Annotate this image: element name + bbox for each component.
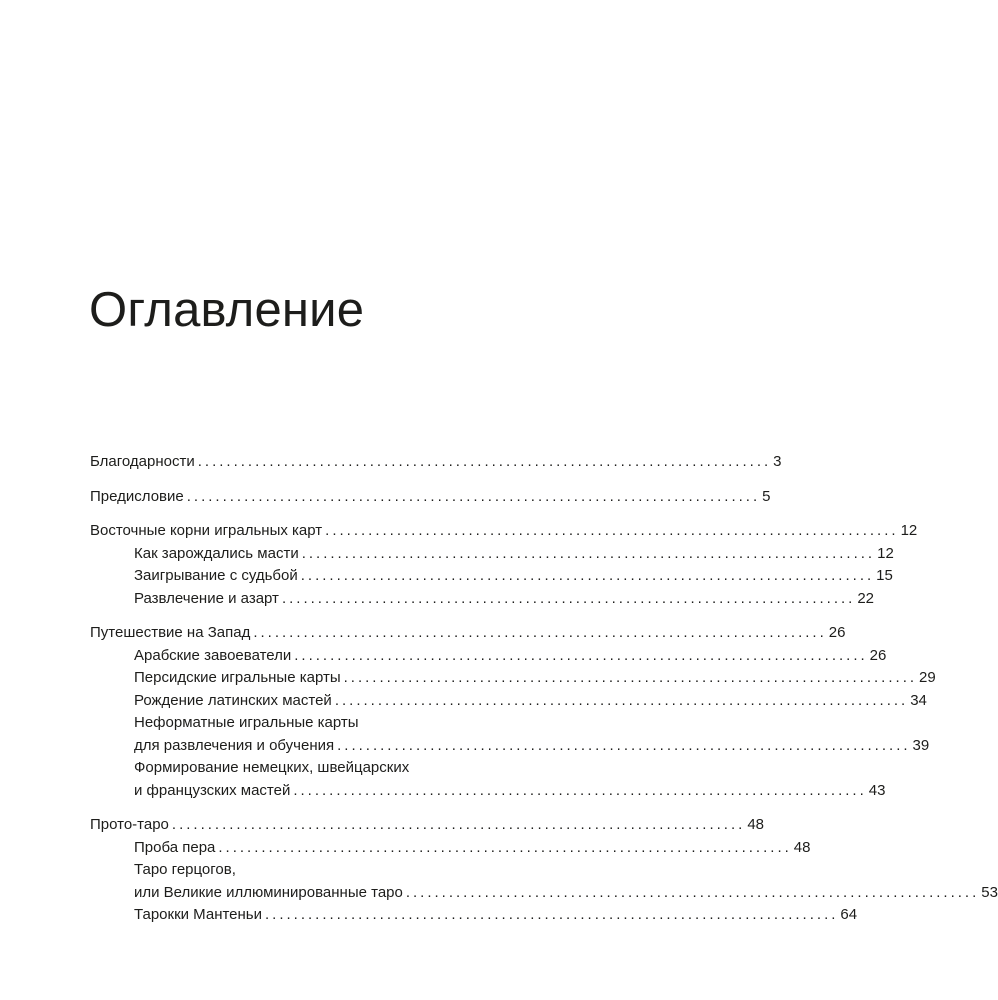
toc-subentry[interactable] (90, 588, 875, 611)
toc-entry-title: Персидские игральные карты (134, 669, 341, 686)
toc-entry-title-line: Таро герцогов, (134, 861, 236, 878)
toc-page-number: 48 (793, 838, 811, 856)
toc-entry-title-line: Формирование немецких, швейцарских (134, 759, 410, 776)
toc-page-number: 48 (747, 816, 764, 833)
toc-entry-title: Проба пера (134, 838, 216, 856)
toc-section (90, 486, 771, 509)
table-of-contents (90, 451, 998, 927)
toc-chapter[interactable] (90, 814, 764, 837)
dot-leader: ................................................................................ (197, 453, 772, 470)
toc-page-number: 26 (869, 646, 887, 664)
toc-entry-title: Развлечение и азарт (134, 589, 279, 607)
toc-subentry[interactable] (90, 837, 811, 860)
dot-leader: ................................................................................ (171, 816, 746, 833)
dot-leader: ................................................................................ (337, 736, 911, 754)
dot-leader: ................................................................................ (293, 781, 867, 799)
toc-subentry[interactable] (90, 565, 893, 588)
dot-leader: ................................................................................ (218, 838, 792, 856)
toc-page-number: 3 (773, 453, 782, 470)
toc-section (90, 622, 936, 802)
dot-leader: ................................................................................ (301, 544, 876, 562)
toc-section (90, 451, 782, 474)
dot-leader: ................................................................................ (325, 522, 899, 539)
dot-leader: ................................................................................ (253, 624, 827, 641)
toc-chapter[interactable] (90, 622, 846, 645)
toc-section (90, 814, 998, 927)
toc-entry-title: Восточные корни игральных карт (90, 522, 323, 539)
toc-entry-title: для развлечения и обучения (134, 736, 335, 754)
dot-leader: ................................................................................ (265, 906, 839, 923)
toc-page-number: 43 (868, 781, 886, 799)
toc-subentry[interactable] (90, 735, 930, 758)
toc-subentry[interactable] (90, 543, 894, 566)
toc-subentry[interactable] (90, 882, 998, 905)
toc-chapter[interactable] (90, 520, 918, 543)
toc-page-number: 26 (828, 624, 846, 641)
toc-page-number: 22 (857, 589, 875, 607)
toc-chapter[interactable] (90, 451, 782, 474)
toc-entry-title: Как зарождались масти (134, 544, 299, 562)
toc-subentry[interactable] (90, 690, 927, 713)
toc-entry-title: Арабские завоеватели (134, 646, 292, 664)
toc-entry-title: или Великие иллюминированные таро (134, 883, 403, 901)
dot-leader: ................................................................................ (186, 487, 761, 505)
dot-leader: ................................................................................ (300, 567, 875, 584)
toc-page-number: 39 (912, 736, 930, 754)
toc-entry-title: Предисловие (90, 487, 184, 505)
toc-page-number: 12 (877, 544, 894, 562)
dot-leader: ................................................................................ (405, 883, 980, 901)
toc-page-number: 15 (876, 567, 893, 584)
toc-page-number: 64 (840, 906, 858, 923)
toc-entry-title: и французских мастей (134, 781, 291, 799)
toc-entry-title-line: Неформатные игральные карты (134, 714, 359, 731)
toc-entry-title: Путешествие на Запад (90, 624, 251, 641)
toc-subentry[interactable] (90, 645, 887, 668)
toc-entry-title: Прото-таро (90, 816, 169, 833)
toc-page-number: 5 (762, 487, 771, 505)
toc-page-number: 29 (919, 669, 936, 686)
toc-page-number: 53 (981, 883, 998, 901)
toc-entry-title: Благодарности (90, 453, 195, 470)
toc-entry-title: Заигрывание с судьбой (134, 567, 298, 584)
toc-page-number: 12 (900, 522, 918, 539)
toc-entry-title: Рождение латинских мастей (134, 691, 332, 709)
toc-subentry[interactable] (90, 780, 886, 803)
toc-section (90, 520, 918, 610)
toc-subentry[interactable] (90, 667, 936, 690)
toc-entry-title: Тарокки Мантеньи (134, 906, 262, 923)
page-title: Оглавление (89, 283, 365, 337)
dot-leader: ................................................................................ (343, 669, 918, 686)
dot-leader: ................................................................................ (334, 691, 909, 709)
toc-subentry[interactable] (90, 904, 858, 927)
dot-leader: ................................................................................ (294, 646, 868, 664)
toc-page-number: 34 (910, 691, 927, 709)
dot-leader: ................................................................................ (281, 589, 856, 607)
toc-chapter[interactable] (90, 486, 771, 509)
